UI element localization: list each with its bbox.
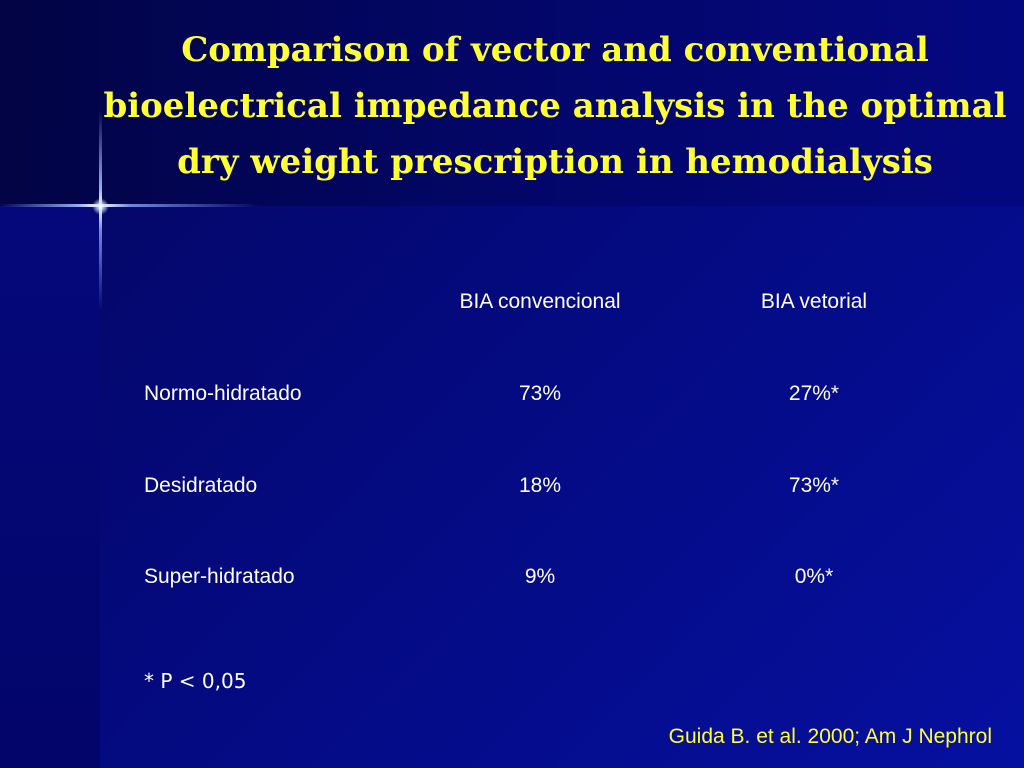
significance-footnote: * P < 0,05 bbox=[144, 669, 247, 693]
left-band bbox=[0, 206, 100, 768]
cell-desidratado-convencional: 18% bbox=[518, 474, 562, 497]
row-label-desidratado: Desidratado bbox=[144, 474, 258, 497]
decorative-horizontal-line bbox=[0, 204, 260, 207]
cell-super-convencional: 9% bbox=[524, 565, 556, 588]
row-label-super-hidratado: Super-hidratado bbox=[144, 565, 295, 588]
cell-normo-convencional: 73% bbox=[518, 382, 562, 405]
citation: Guida B. et al. 2000; Am J Nephrol bbox=[668, 725, 992, 748]
cell-desidratado-vetorial: 73%* bbox=[788, 474, 840, 497]
slide-title: Comparison of vector and conventional bioelectrical impedance analysis in the optimal dry weight prescription in hemodialysis bbox=[103, 30, 1007, 182]
sparkle-icon bbox=[92, 198, 109, 215]
cell-normo-vetorial: 27%* bbox=[788, 382, 840, 405]
header-bia-vetorial: BIA vetorial bbox=[760, 290, 868, 313]
cell-super-vetorial: 0%* bbox=[794, 565, 834, 588]
header-bia-convencional: BIA convencional bbox=[459, 290, 621, 313]
row-label-normo-hidratado: Normo-hidratado bbox=[144, 382, 302, 405]
